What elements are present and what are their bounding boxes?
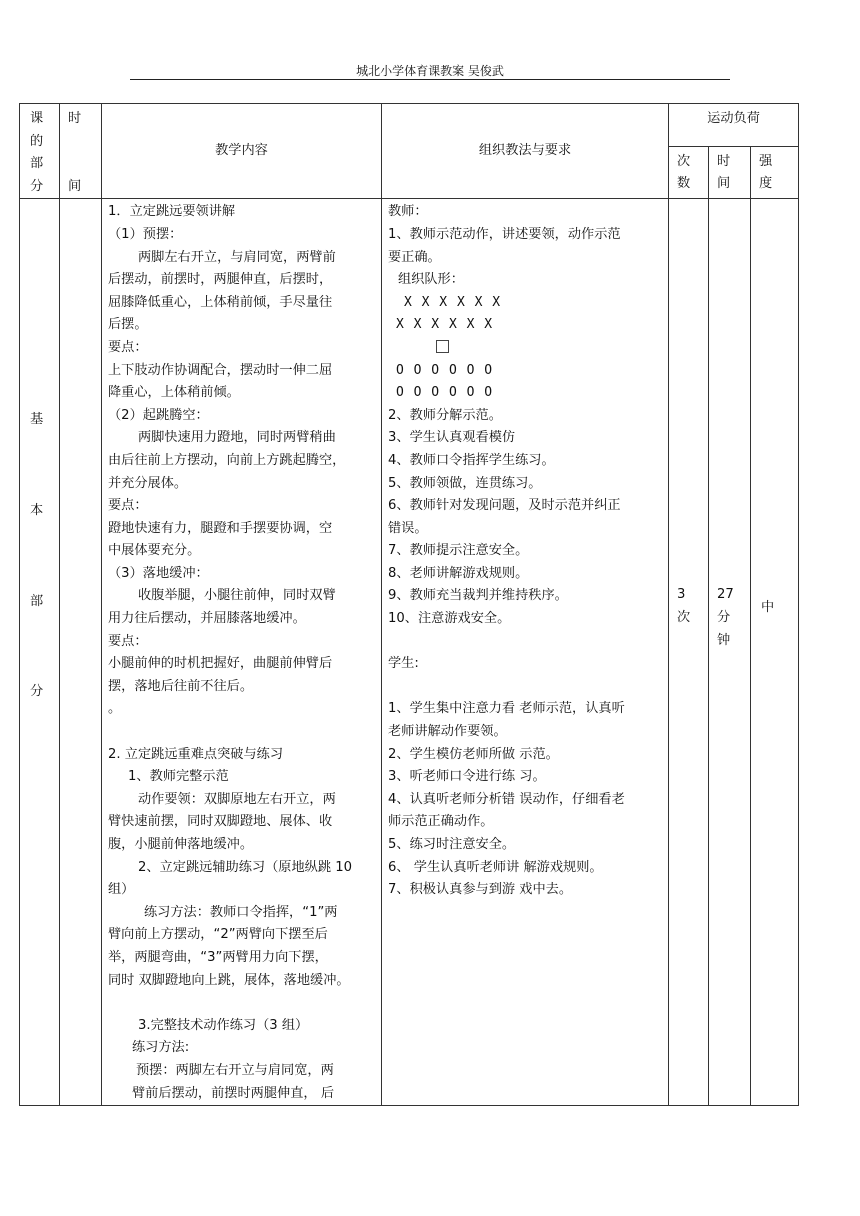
formation-row: O O O O O O bbox=[396, 385, 494, 401]
method-line: 6、教师针对发现问题，及时示范并纠正 bbox=[388, 498, 621, 514]
duration-value: 27 bbox=[717, 587, 734, 603]
content-line: 1．立定跳远要领讲解 bbox=[108, 204, 236, 220]
spacer bbox=[388, 676, 664, 699]
part-char: 基 bbox=[30, 412, 44, 428]
header-part-char: 课 bbox=[30, 111, 44, 126]
content-line: 臂快速前摆，同时双脚蹬地、展体、收 bbox=[108, 814, 333, 830]
content-cell bbox=[102, 199, 382, 1106]
content-line: 。 bbox=[108, 701, 122, 717]
content-line: 后摆动，前摆时，两腿伸直，后摆时， bbox=[108, 272, 333, 288]
content-line: 要点： bbox=[108, 339, 148, 355]
content-line: 要点： bbox=[108, 498, 148, 514]
formation-row: X X X X X X bbox=[396, 317, 494, 333]
duration-cell bbox=[709, 199, 751, 1106]
content-line: 组） bbox=[108, 882, 135, 898]
method-line: 3、学生认真观看模仿 bbox=[388, 430, 516, 446]
spacer bbox=[68, 131, 101, 154]
count-unit: 次 bbox=[677, 609, 691, 625]
header-method: 组织教法与要求 bbox=[382, 104, 669, 199]
header-duration bbox=[709, 147, 751, 199]
content-line: 小腿前伸的时机把握好，曲腿前伸臂后 bbox=[108, 656, 333, 672]
page-header: 城北小学体育课教案 吴俊武 bbox=[356, 64, 504, 78]
content-line: 预摆：两脚左右开立与肩同宽，两 bbox=[136, 1062, 334, 1078]
header-count-char: 次 bbox=[677, 154, 691, 170]
header-time-char: 间 bbox=[68, 178, 82, 194]
method-line: 4、教师口令指挥学生练习。 bbox=[388, 452, 555, 468]
header-count-char: 数 bbox=[677, 176, 691, 192]
method-line: 4、认真听老师分析错 误动作，仔细看老 bbox=[388, 791, 625, 807]
header-intensity-char: 强 bbox=[759, 154, 773, 170]
count-value: 3 bbox=[677, 587, 686, 603]
method-line: 2、教师分解示范。 bbox=[388, 407, 502, 423]
intensity-value: 中 bbox=[761, 600, 775, 616]
spacer bbox=[108, 721, 377, 744]
method-line: 2、学生模仿老师所做 示范。 bbox=[388, 746, 559, 762]
method-line: 7、教师提示注意安全。 bbox=[388, 543, 529, 559]
method-line: 要正确。 bbox=[388, 249, 441, 265]
content-line: 蹬地快速有力，腿蹬和手摆要协调，空 bbox=[108, 520, 333, 536]
part-char: 部 bbox=[30, 593, 44, 609]
content-line: 练习方法: bbox=[132, 1040, 190, 1056]
header-content: 教学内容 bbox=[102, 104, 382, 199]
content-line: 臂前后摆动，前摆时两腿伸直， 后 bbox=[132, 1085, 335, 1101]
header-time-char: 时 bbox=[68, 111, 82, 126]
spacer bbox=[108, 992, 377, 1015]
header-intensity-char: 度 bbox=[759, 176, 773, 192]
content-line: （3）落地缓冲： bbox=[108, 565, 209, 581]
content-line: 收腹举腿，小腿往前伸，同时双臂 bbox=[138, 588, 336, 604]
header-part-char: 部 bbox=[30, 156, 44, 172]
content-line: 用力往后摆动，并屈膝落地缓冲。 bbox=[108, 611, 306, 627]
content-line: 3.完整技术动作练习（3 组） bbox=[138, 1017, 309, 1033]
content-line: 并充分展体。 bbox=[108, 475, 188, 491]
duration-unit: 分 bbox=[717, 609, 731, 625]
method-line: 5、练习时注意安全。 bbox=[388, 837, 516, 852]
content-line: 摆，落地后往前不往后。 bbox=[108, 678, 254, 694]
content-line: 中展体要充分。 bbox=[108, 543, 201, 559]
teacher-square-icon bbox=[436, 340, 449, 353]
content-line: 两脚快速用力蹬地，同时两臂稍曲 bbox=[138, 430, 336, 446]
method-line: 1、学生集中注意力看 老师示范，认真听 bbox=[388, 701, 625, 717]
part-cell bbox=[20, 199, 60, 1106]
content-line: 屈膝降低重心，上体稍前倾，手尽量往 bbox=[108, 294, 333, 310]
time-cell bbox=[60, 199, 102, 1106]
method-line: 3、听老师口令进行练 习。 bbox=[388, 769, 546, 785]
part-char: 分 bbox=[30, 684, 44, 700]
content-line: 动作要领：双脚原地左右开立，两 bbox=[138, 791, 336, 807]
content-line: 同时 双脚蹬地向上跳，展体，落地缓冲。 bbox=[108, 972, 350, 988]
formation-row: O O O O O O bbox=[396, 362, 494, 378]
header-time bbox=[60, 104, 102, 199]
lesson-plan-table bbox=[19, 103, 799, 1106]
content-line: 举，两腿弯曲，“3”两臂用力向下摆， bbox=[108, 949, 328, 965]
spacer bbox=[68, 153, 101, 176]
content-line: 练习方法：教师口令指挥，“1”两 bbox=[144, 904, 338, 920]
intensity-cell bbox=[751, 199, 799, 1106]
header-count bbox=[669, 147, 709, 199]
content-line: 1、教师完整示范 bbox=[128, 769, 229, 785]
method-line: 师示范正确动作。 bbox=[388, 814, 494, 830]
content-line: 2. 立定跳远重难点突破与练习 bbox=[108, 746, 284, 762]
method-line: 1、教师示范动作，讲述要领，动作示范 bbox=[388, 226, 621, 242]
method-line: 9、教师充当裁判并维持秩序。 bbox=[388, 588, 568, 604]
method-line: 教师： bbox=[388, 204, 428, 220]
content-line: 上下肢动作协调配合，摆动时一伸二屈 bbox=[108, 362, 333, 378]
method-line: 7、积极认真参与到游 戏中去。 bbox=[388, 882, 573, 898]
method-line: 10、注意游戏安全。 bbox=[388, 611, 511, 627]
method-line: 学生: bbox=[388, 656, 419, 672]
method-line: 5、教师领做，连贯练习。 bbox=[388, 475, 542, 491]
content-line: 腹，小腿前伸落地缓冲。 bbox=[108, 837, 254, 852]
header-intensity bbox=[751, 147, 799, 199]
header-load: 运动负荷 bbox=[669, 104, 799, 147]
content-line: 臂向前上方摆动，“2”两臂向下摆至后 bbox=[108, 927, 328, 943]
header-part-char: 的 bbox=[30, 133, 44, 149]
content-line: 由后往前上方摆动，向前上方跳起腾空， bbox=[108, 452, 346, 468]
count-cell bbox=[669, 199, 709, 1106]
content-line: 2、立定跳远辅助练习（原地纵跳 10 bbox=[138, 859, 352, 875]
method-line: 老师讲解动作要领。 bbox=[388, 724, 507, 740]
header-part bbox=[20, 104, 60, 199]
content-line: （1）预摆： bbox=[108, 226, 183, 242]
method-line: 8、老师讲解游戏规则。 bbox=[388, 565, 529, 581]
method-line: 6、 学生认真听老师讲 解游戏规则。 bbox=[388, 859, 603, 875]
content-line: （2）起跳腾空： bbox=[108, 407, 209, 423]
part-char: 本 bbox=[30, 502, 44, 518]
duration-unit: 钟 bbox=[717, 632, 731, 648]
teacher-position bbox=[388, 337, 664, 360]
header-duration-char: 间 bbox=[717, 176, 731, 192]
method-line: 错误。 bbox=[388, 520, 428, 536]
method-line: 组织队形： bbox=[398, 272, 464, 288]
spacer bbox=[388, 631, 664, 654]
header-rule bbox=[130, 79, 730, 80]
content-line: 要点： bbox=[108, 633, 148, 649]
content-line: 降重心，上体稍前倾。 bbox=[108, 385, 240, 401]
method-cell bbox=[382, 199, 669, 1106]
header-part-char: 分 bbox=[30, 178, 44, 194]
content-line: 后摆。 bbox=[108, 317, 148, 333]
formation-row: X X X X X X bbox=[404, 294, 502, 310]
header-duration-char: 时 bbox=[717, 154, 731, 170]
content-line: 两脚左右开立，与肩同宽，两臂前 bbox=[138, 249, 336, 265]
